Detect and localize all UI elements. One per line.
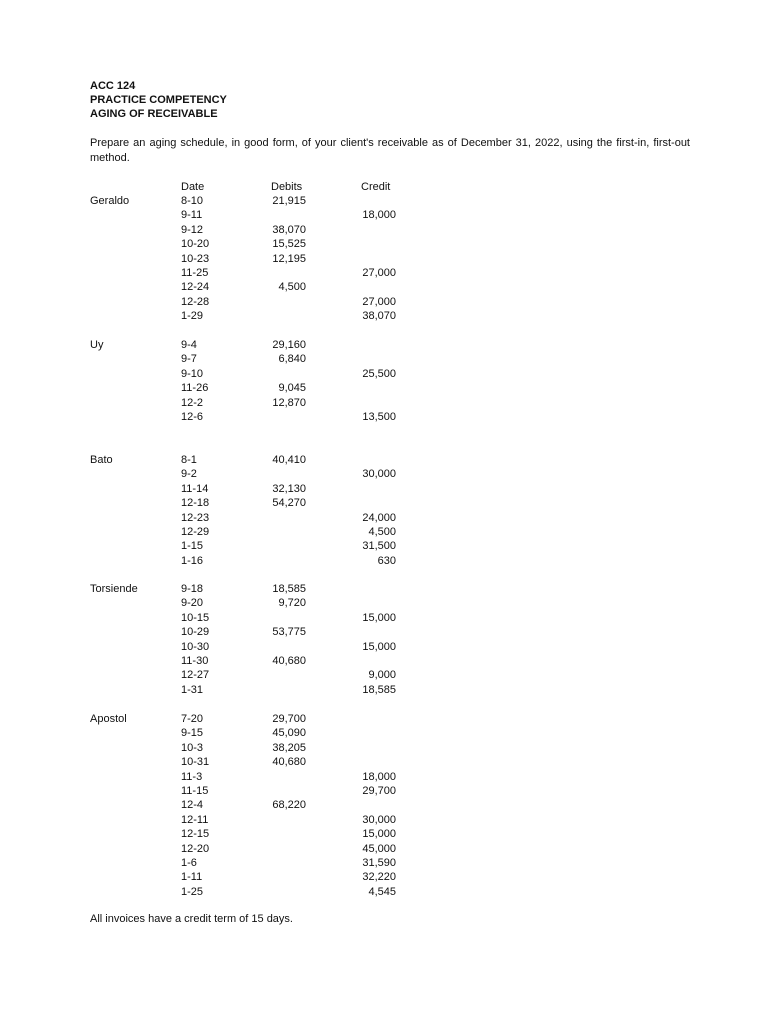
table-row: [0, 640, 768, 654]
entry-debit: 29,160: [272, 339, 306, 351]
table-row: [0, 482, 768, 496]
course-code: ACC 124: [90, 80, 136, 92]
entry-credit: 9,000: [368, 669, 396, 682]
entry-credit: 15,000: [362, 828, 396, 841]
entry-date: 10-15: [181, 611, 210, 624]
entry-date: 9-4: [181, 339, 197, 351]
column-header-credit: Credit: [361, 181, 391, 193]
entry-date: 9-20: [181, 597, 204, 610]
entry-date: 11-30: [181, 655, 209, 667]
entry-debit: 12,195: [272, 252, 306, 265]
entry-debit: 68,220: [272, 799, 306, 812]
entry-debit: 38,070: [272, 223, 306, 236]
entry-debit: 9,045: [278, 382, 306, 395]
entry-date: 1-16: [181, 554, 204, 567]
entry-date: 9-11: [181, 209, 203, 222]
entry-date: 10-31: [181, 756, 210, 769]
entry-credit: 18,585: [362, 683, 396, 696]
table-row: [0, 726, 768, 740]
entry-debit: 9,720: [278, 597, 306, 610]
customer-name: Torsiende: [90, 583, 138, 595]
entry-credit: 27,000: [362, 295, 396, 308]
entry-date: 12-2: [181, 396, 204, 409]
entry-credit: 25,500: [362, 367, 396, 380]
entry-date: 1-31: [181, 683, 204, 696]
entry-credit: 30,000: [362, 468, 396, 481]
entry-debit: 12,870: [272, 396, 306, 409]
entry-date: 10-29: [181, 626, 210, 639]
entry-date: 12-27: [181, 669, 210, 682]
table-row: [0, 755, 768, 769]
table-row: [0, 712, 768, 726]
table-row: [0, 266, 768, 280]
customer-name: Apostol: [90, 713, 127, 725]
table-row: [0, 554, 768, 568]
table-row: [0, 668, 768, 682]
table-row: [0, 295, 768, 309]
column-header-debits: Debits: [271, 181, 303, 193]
table-row: [0, 870, 768, 884]
customer-name: Geraldo: [90, 195, 130, 207]
entry-debit: 15,525: [272, 238, 306, 251]
table-row: [0, 596, 768, 610]
entry-credit: 4,545: [368, 885, 396, 898]
entry-date: 8-1: [181, 454, 197, 466]
entry-credit: 27,000: [362, 267, 396, 279]
table-row: [0, 194, 768, 208]
entry-credit: 38,070: [362, 310, 396, 323]
instructions-paragraph: Prepare an aging schedule, in good form, of your client's receivable as of December 31, 2022, using the first-in, first-out method.: [90, 137, 690, 164]
entry-date: 9-7: [181, 353, 197, 366]
column-headers: [0, 180, 768, 194]
table-row: [0, 856, 768, 870]
entry-date: 12-24: [181, 281, 210, 294]
table-row: [0, 625, 768, 639]
table-row: [0, 654, 768, 668]
entry-date: 10-23: [181, 252, 210, 265]
table-row: [0, 496, 768, 510]
entry-debit: 6,840: [278, 353, 306, 366]
entry-credit: 18,000: [362, 770, 396, 783]
entry-credit: 630: [377, 554, 396, 567]
table-row: [0, 770, 768, 784]
entry-date: 10-3: [181, 741, 204, 754]
entry-credit: 29,700: [362, 785, 396, 797]
entry-date: 12-6: [181, 411, 204, 423]
entry-date: 11-14: [181, 482, 209, 495]
entry-credit: 31,590: [362, 857, 396, 869]
table-row: [0, 798, 768, 812]
entry-credit: 18,000: [362, 209, 396, 222]
entry-credit: 30,000: [362, 813, 396, 826]
entry-date: 12-29: [181, 526, 210, 538]
table-row: [0, 741, 768, 755]
table-row: [0, 611, 768, 625]
entry-date: 8-10: [181, 195, 204, 207]
table-row: [0, 367, 768, 381]
entry-date: 1-25: [181, 885, 204, 898]
table-row: [0, 525, 768, 539]
document-title: AGING OF RECEIVABLE: [90, 108, 218, 120]
table-row: [0, 539, 768, 553]
entry-debit: 21,915: [272, 195, 306, 207]
entry-debit: 40,410: [272, 454, 306, 466]
table-row: [0, 280, 768, 294]
entry-date: 10-30: [181, 640, 210, 653]
table-row: [0, 813, 768, 827]
table-row: [0, 784, 768, 798]
table-row: [0, 683, 768, 697]
table-row: [0, 338, 768, 352]
entry-date: 1-11: [181, 871, 203, 884]
table-row: [0, 309, 768, 323]
table-row: [0, 467, 768, 481]
table-row: [0, 237, 768, 251]
entry-date: 7-20: [181, 713, 204, 725]
document-subtitle: PRACTICE COMPETENCY: [90, 94, 227, 106]
column-header-date: Date: [181, 181, 205, 193]
entry-date: 12-18: [181, 497, 210, 510]
customer-name: Uy: [90, 339, 104, 351]
entry-credit: 24,000: [362, 511, 396, 524]
table-row: [0, 410, 768, 424]
table-row: [0, 885, 768, 899]
entry-date: 12-20: [181, 842, 210, 855]
entry-date: 12-23: [181, 511, 210, 524]
table-row: [0, 352, 768, 366]
entry-credit: 4,500: [368, 526, 396, 538]
table-row: [0, 842, 768, 856]
entry-credit: 13,500: [362, 411, 396, 423]
table-row: [0, 208, 768, 222]
table-row: [0, 252, 768, 266]
entry-date: 10-20: [181, 238, 210, 251]
entry-date: 9-2: [181, 468, 197, 481]
entry-date: 9-12: [181, 223, 204, 236]
entry-date: 9-15: [181, 727, 204, 740]
entry-date: 12-11: [181, 813, 209, 826]
entry-date: 9-18: [181, 583, 204, 595]
entry-debit: 54,270: [272, 497, 306, 510]
entry-date: 11-15: [181, 785, 209, 797]
entry-date: 12-28: [181, 295, 210, 308]
entry-debit: 53,775: [272, 626, 306, 639]
table-row: [0, 582, 768, 596]
entry-credit: 32,220: [362, 871, 396, 884]
customer-name: Bato: [90, 454, 113, 466]
entry-debit: 38,205: [272, 741, 306, 754]
entry-date: 9-10: [181, 367, 204, 380]
entry-date: 12-4: [181, 799, 204, 812]
entry-date: 12-15: [181, 828, 210, 841]
table-row: [0, 223, 768, 237]
entry-credit: 15,000: [362, 640, 396, 653]
entry-date: 11-25: [181, 267, 209, 279]
entry-date: 1-6: [181, 857, 197, 869]
entry-credit: 31,500: [362, 540, 396, 553]
entry-date: 1-29: [181, 310, 204, 323]
entry-date: 11-26: [181, 382, 209, 395]
entry-date: 1-15: [181, 540, 204, 553]
entry-debit: 4,500: [278, 281, 306, 294]
entry-credit: 15,000: [362, 611, 396, 624]
entry-debit: 40,680: [272, 655, 306, 667]
table-row: [0, 511, 768, 525]
entry-debit: 32,130: [272, 482, 306, 495]
entry-debit: 40,680: [272, 756, 306, 769]
table-row: [0, 827, 768, 841]
table-row: [0, 453, 768, 467]
entry-credit: 45,000: [362, 842, 396, 855]
entry-debit: 29,700: [272, 713, 306, 725]
table-row: [0, 381, 768, 395]
entry-date: 11-3: [181, 770, 203, 783]
footer-note: All invoices have a credit term of 15 days.: [90, 913, 293, 925]
entry-debit: 45,090: [272, 727, 306, 740]
table-row: [0, 396, 768, 410]
entry-debit: 18,585: [272, 583, 306, 595]
